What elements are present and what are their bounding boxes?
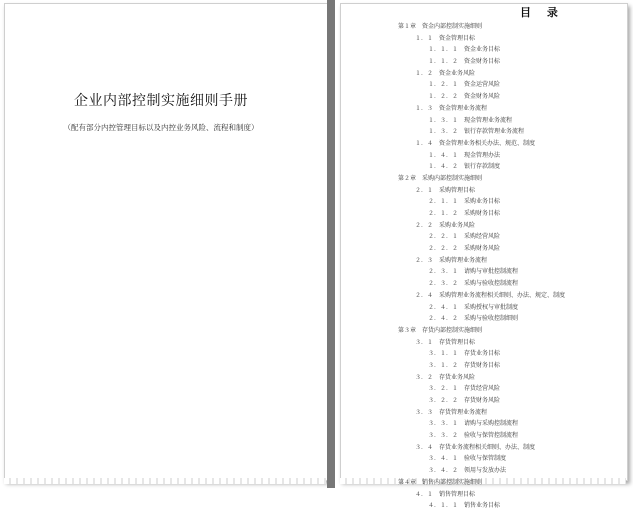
toc-text: 采购与验收控制流程 xyxy=(464,280,519,288)
toc-text: 验收与保管制度 xyxy=(464,455,507,463)
toc-text: 采购管理业务流程 xyxy=(439,256,488,264)
toc-number: １．３．２ xyxy=(428,128,459,136)
cover-page-edge xyxy=(4,478,326,484)
toc-text: 资金财务目标 xyxy=(464,58,501,66)
toc-number: ２．３．２ xyxy=(428,280,459,288)
toc-section[interactable] xyxy=(398,290,628,302)
toc-number: 第３章 xyxy=(398,326,417,334)
toc-text: 资金运营风险 xyxy=(464,81,501,89)
toc-subsection[interactable] xyxy=(398,313,628,325)
toc-text: 销售内部控制实施细则 xyxy=(422,478,483,486)
toc-section[interactable] xyxy=(398,220,628,232)
toc-section[interactable] xyxy=(398,489,628,501)
toc-text: 采购财务风险 xyxy=(464,245,501,253)
toc-number: 第４章 xyxy=(398,478,417,486)
toc-number: ４．１．１ xyxy=(428,502,459,510)
toc-text: 资金业务风险 xyxy=(439,69,476,77)
toc-number: ３．３．１ xyxy=(428,420,459,428)
toc-subsection[interactable] xyxy=(398,418,628,430)
toc-number: ２．１．１ xyxy=(428,198,459,206)
toc-number: ２．２．１ xyxy=(428,233,459,241)
toc-subsection[interactable] xyxy=(398,91,628,103)
toc-number: ３．２．１ xyxy=(428,385,459,393)
toc-number: ３．４．１ xyxy=(428,455,459,463)
toc-number: ３．４ xyxy=(415,443,434,451)
toc-text: 验收与保管控制流程 xyxy=(464,432,519,440)
toc-number: ３．４．２ xyxy=(428,467,459,475)
toc-text: 资金财务风险 xyxy=(464,93,501,101)
toc-text: 销售业务目标 xyxy=(464,502,501,510)
toc-number: ２．４．２ xyxy=(428,315,459,323)
toc-text: 销售管理目标 xyxy=(439,490,476,498)
toc-text: 银行存款制度 xyxy=(464,163,501,171)
toc-text: 资金管理业务相关办法、规范、制度 xyxy=(439,139,536,147)
toc-number: １．４．１ xyxy=(428,151,459,159)
toc-section[interactable] xyxy=(398,33,628,45)
toc-number: ３．１．１ xyxy=(428,350,459,358)
toc-number: １．２ xyxy=(415,69,434,77)
toc-number: 第２章 xyxy=(398,174,417,182)
toc-number: 第１章 xyxy=(398,23,417,30)
toc-chapter[interactable] xyxy=(398,477,628,489)
toc-text: 存货财务目标 xyxy=(464,361,501,369)
toc-subsection[interactable] xyxy=(398,266,628,278)
toc-text: 采购与验收控制细则 xyxy=(464,315,519,323)
toc-number: １．３ xyxy=(415,104,434,112)
toc-subsection[interactable] xyxy=(398,500,628,512)
document-subtitle: （配有部分内控管理目标以及内控业务风险、流程和制度） xyxy=(63,123,259,132)
toc-number: ３．３ xyxy=(415,408,434,416)
toc-number: ３．３．２ xyxy=(428,432,459,440)
toc-subsection[interactable] xyxy=(398,115,628,127)
toc-text: 存货财务风险 xyxy=(464,397,501,404)
toc-subsection[interactable] xyxy=(398,79,628,91)
toc-text: 现金管理办法 xyxy=(464,151,501,159)
toc-number: ３．２．２ xyxy=(428,397,459,404)
toc-text: 请购与审批控制流程 xyxy=(464,268,519,276)
toc-number: １．１．２ xyxy=(428,58,459,66)
toc-number: ２．２．２ xyxy=(428,245,459,253)
toc-section[interactable] xyxy=(398,372,628,384)
toc-number: ２．３ xyxy=(415,256,434,264)
toc-section[interactable] xyxy=(398,138,628,150)
toc-number: １．１ xyxy=(415,34,434,42)
document-title: 企业内部控制实施细则手册 xyxy=(74,93,248,109)
toc-text: 采购授权与审批制度 xyxy=(464,303,519,311)
toc-number: １．２．２ xyxy=(428,93,459,101)
toc-subsection[interactable] xyxy=(398,348,628,360)
toc-number: ２．４ xyxy=(415,291,434,299)
toc-text: 存货业务流程相关细则、办法、制度 xyxy=(439,443,536,451)
toc-text: 采购业务目标 xyxy=(464,198,501,206)
toc-text: 请购与采购控制流程 xyxy=(464,420,519,428)
toc-subsection[interactable] xyxy=(398,278,628,290)
toc-number: ３．１ xyxy=(415,338,434,346)
toc-number: １．４．２ xyxy=(428,163,459,171)
toc-number: ３．２ xyxy=(415,373,434,381)
toc-number: １．３．１ xyxy=(428,116,459,124)
toc-section[interactable] xyxy=(398,103,628,115)
toc-subsection[interactable] xyxy=(398,395,628,407)
toc-subsection[interactable] xyxy=(398,231,628,243)
toc-text: 存货管理业务流程 xyxy=(439,408,488,416)
toc-section[interactable] xyxy=(398,185,628,197)
toc-subsection[interactable] xyxy=(398,208,628,220)
toc-text: 采购业务风险 xyxy=(439,221,476,229)
toc-text: 资金业务目标 xyxy=(464,46,501,54)
toc-text: 存货业务风险 xyxy=(439,373,476,381)
toc-text: 领用与发放办法 xyxy=(464,467,507,475)
toc-number: ２．４．１ xyxy=(428,303,459,311)
toc-text: 资金管理业务流程 xyxy=(439,104,488,112)
toc-subsection[interactable] xyxy=(398,430,628,442)
toc-subsection[interactable] xyxy=(398,243,628,255)
toc-text: 采购财务目标 xyxy=(464,210,501,217)
toc-subsection[interactable] xyxy=(398,465,628,477)
toc-text: 资金管理目标 xyxy=(439,34,476,42)
toc-text: 存货业务目标 xyxy=(464,350,501,358)
toc-subsection[interactable] xyxy=(398,161,628,173)
toc-text: 存货管理目标 xyxy=(439,338,476,346)
cover-page xyxy=(4,3,327,481)
toc-section[interactable] xyxy=(398,337,628,349)
toc-chapter[interactable] xyxy=(398,173,628,185)
toc-subsection[interactable] xyxy=(398,383,628,395)
toc-text: 采购内部控制实施细则 xyxy=(422,174,483,182)
toc-subsection[interactable] xyxy=(398,44,628,56)
toc-text: 存货内部控制实施细则 xyxy=(422,326,483,334)
toc-number: １．２．１ xyxy=(428,81,459,89)
toc-number: ２．３．１ xyxy=(428,268,459,276)
toc-subsection[interactable] xyxy=(398,150,628,162)
toc-section[interactable] xyxy=(398,407,628,419)
toc-text: 采购管理目标 xyxy=(439,186,476,194)
toc-text: 存货经营风险 xyxy=(464,385,501,393)
page-divider xyxy=(327,0,335,488)
toc-chapter[interactable] xyxy=(398,21,628,33)
table-of-contents xyxy=(398,21,628,512)
toc-subsection[interactable] xyxy=(398,126,628,138)
toc-text: 资金内部控制实施细则 xyxy=(422,23,483,30)
toc-subsection[interactable] xyxy=(398,360,628,372)
toc-subsection[interactable] xyxy=(398,196,628,208)
toc-section[interactable] xyxy=(398,442,628,454)
toc-text: 现金管理业务流程 xyxy=(464,116,513,124)
toc-number: ４．１ xyxy=(415,490,434,498)
toc-subsection[interactable] xyxy=(398,302,628,314)
toc-subsection[interactable] xyxy=(398,453,628,465)
toc-number: １．４ xyxy=(415,139,434,147)
toc-number: ２．１ xyxy=(415,186,434,194)
toc-text: 银行存款管理业务流程 xyxy=(464,128,525,136)
toc-text: 采购经营风险 xyxy=(464,233,501,241)
toc-number: ２．２ xyxy=(415,221,434,229)
toc-section[interactable] xyxy=(398,68,628,80)
toc-chapter[interactable] xyxy=(398,325,628,337)
toc-heading: 目 录 xyxy=(520,6,564,19)
toc-number: ２．１．２ xyxy=(428,210,459,217)
toc-text: 采购管理业务流程相关细则、办法、规定、制度 xyxy=(439,291,566,299)
toc-subsection[interactable] xyxy=(398,56,628,68)
toc-number: １．１．１ xyxy=(428,46,459,54)
toc-number: ３．１．２ xyxy=(428,361,459,369)
toc-section[interactable] xyxy=(398,255,628,267)
